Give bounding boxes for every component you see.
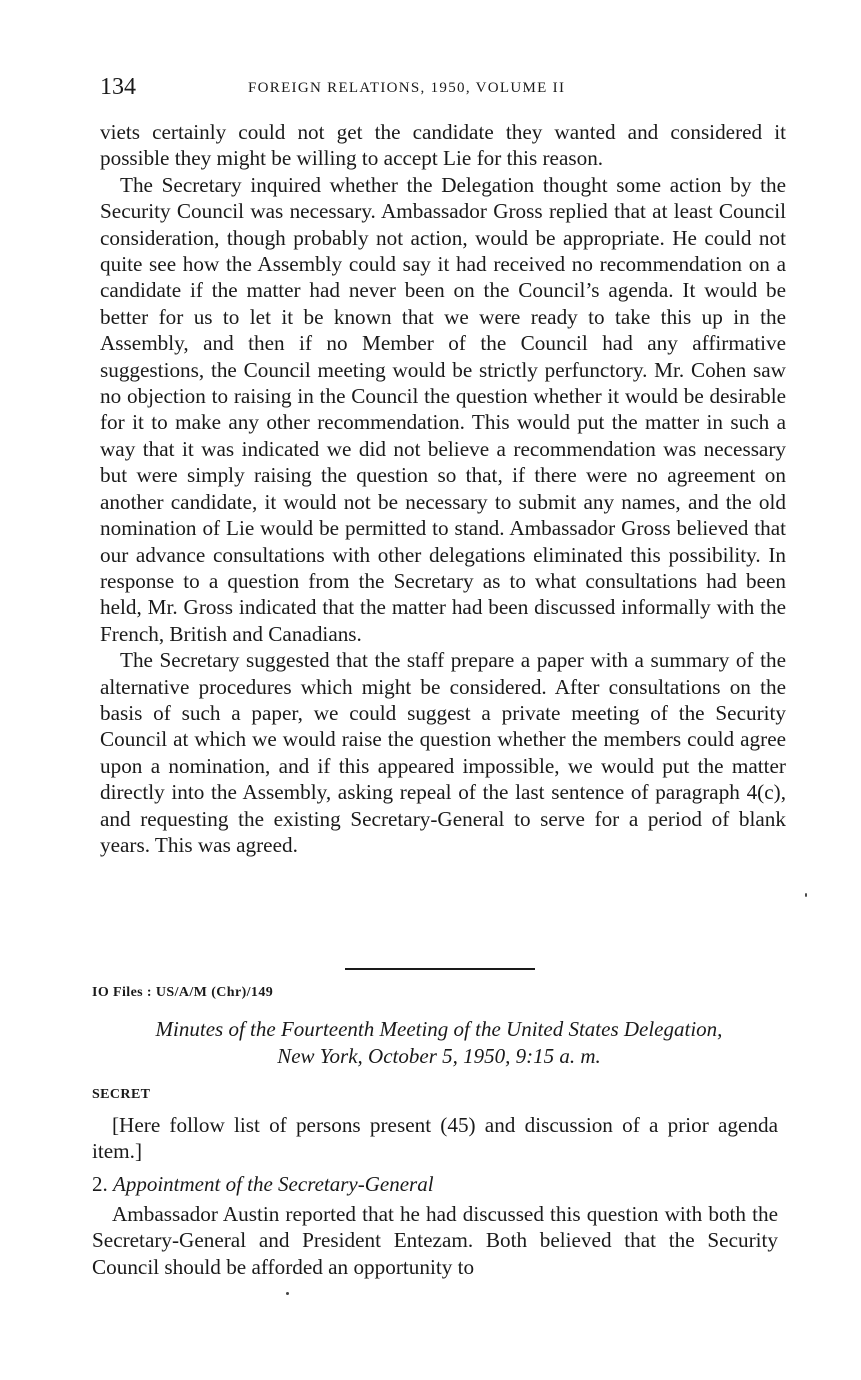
classification-label: SECRET [92, 1087, 151, 1102]
section-number: 2. [92, 1171, 108, 1196]
document-title [92, 1016, 786, 1070]
print-speck [805, 893, 807, 897]
document-title-line-2: New York, October 5, 1950, 9:15 a. m. [277, 1044, 601, 1068]
page-number: 134 [100, 74, 136, 100]
paragraph-austin-report: Ambassador Austin reported that he had discussed this question with both the Secretary-General and President Entezam. Both believed that the Security Council should be afforded an opportunity to [92, 1201, 778, 1279]
paragraph-staff-paper: The Secretary suggested that the staff prepare a paper with a summary of the alternative procedures which might be considered. After consultations on the basis of such a paper, we could suggest a private meeting of the Security Council at which we would raise the question whether the members could agree upon a nomination, and if this appeared impossible, we would put the matter directly into the Assembly, asking repeal of the last sentence of paragraph 4(c), and requesting the existing Secretary-General to serve for a period of blank years. This was agreed. [100, 648, 786, 857]
file-reference: IO Files : US/A/M (Chr)/149 [92, 985, 274, 1000]
print-speck [286, 1292, 289, 1295]
paragraph-continuation: viets certainly could not get the candidate they wanted and considered it possible they might be willing to accept Lie for this reason. [100, 120, 786, 171]
running-head: FOREIGN RELATIONS, 1950, VOLUME II [248, 80, 566, 96]
document-title-line-1: Minutes of the Fourteenth Meeting of the United States Delegation, [155, 1017, 723, 1041]
section-heading [92, 1171, 778, 1197]
body-text [100, 119, 786, 858]
section-title: Appointment of the Secretary-General [113, 1171, 434, 1196]
section-divider [345, 968, 535, 970]
lower-body-text [92, 1112, 778, 1280]
page-header [100, 70, 785, 106]
paragraph-secretary-inquiry: The Secretary inquired whether the Delegation thought some action by the Security Council was necessary. Ambassador Gross replied that at least Council consideration, though probably not action, would be appropriate. He could not quite see how the Assembly could say it had received no recommendation on a candidate if the matter had never been on the Council’s agenda. It would be better for us to let it be known that we were ready to take this up in the Assembly, and then if no Member of the Council had any affirmative suggestions, the Council meeting would be strictly perfunctory. Mr. Cohen saw no objection to raising in the Council the question whether it would be desirable for it to make any other recommendation. This would put the matter in such a way that it was indicated we did not believe a recommendation was necessary but were simply raising the question so that, if there were no agreement on another candidate, it would not be necessary to submit any names, and the old nomination of Lie would be permitted to stand. Ambassador Gross believed that our advance consultations with other delegations eliminated this possibility. In response to a question from the Secretary as to what consultations had been held, Mr. Gross indicated that the matter had been discussed informally with the French, British and Canadians. [100, 172, 786, 646]
editorial-note: [Here follow list of persons present (45) and discussion of a prior agenda item.] [92, 1113, 778, 1164]
